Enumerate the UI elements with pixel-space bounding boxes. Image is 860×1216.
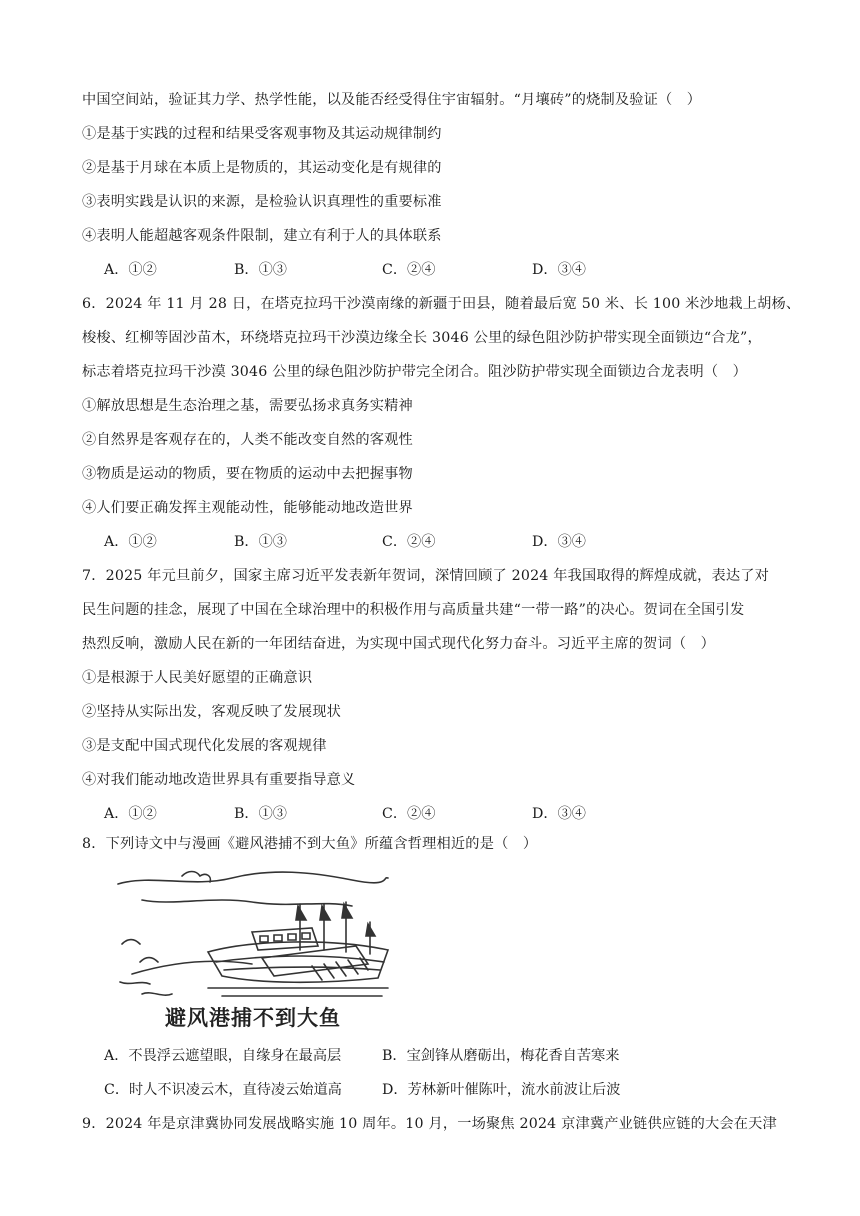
cartoon-caption: 避风港捕不到大鱼	[165, 1006, 341, 1030]
q6-option-c[interactable]: C．②④	[382, 534, 436, 550]
q5-item-1: ①是基于实践的过程和结果受客观事物及其运动规律制约	[82, 126, 442, 142]
q7-option-d[interactable]: D．③④	[532, 806, 586, 822]
q5-option-c[interactable]: C．②④	[382, 262, 436, 278]
q8-option-c[interactable]: C．时人不识凌云木，直待凌云始道高	[104, 1082, 342, 1098]
cartoon-harbor-boats	[112, 866, 394, 1034]
q6-item-2: ②自然界是客观存在的，人类不能改变自然的客观性	[82, 432, 413, 448]
q7-stem-line-3: 热烈反响，激励人民在新的一年团结奋进，为实现中国式现代化努力奋斗。习近平主席的贺词（ ）	[82, 636, 716, 652]
q7-item-2: ②坚持从实际出发，客观反映了发展现状	[82, 704, 341, 720]
q7-option-b[interactable]: B．①③	[234, 806, 287, 822]
q6-option-a[interactable]: A．①②	[104, 534, 157, 550]
q7-item-1: ①是根源于人民美好愿望的正确意识	[82, 670, 313, 686]
q6-stem-line-1: 6．2024 年 11 月 28 日，在塔克拉玛干沙漠南缘的新疆于田县，随着最后宽 50 米、长 100 米沙地栽上胡杨、	[82, 296, 801, 312]
q8-option-d[interactable]: D．芳林新叶催陈叶，流水前波让后波	[382, 1082, 621, 1098]
q7-stem-line-2: 民生问题的挂念，展现了中国在全球治理中的积极作用与高质量共建“一带一路”的决心。贺词在全国引发	[82, 602, 745, 618]
q8-option-a[interactable]: A．不畏浮云遮望眼，自缘身在最高层	[104, 1048, 342, 1064]
q6-option-b[interactable]: B．①③	[234, 534, 287, 550]
q5-item-3: ③表明实践是认识的来源，是检验认识真理性的重要标准	[82, 194, 442, 210]
q5-item-4: ④表明人能超越客观条件限制，建立有利于人的具体联系	[82, 228, 442, 244]
q7-option-a[interactable]: A．①②	[104, 806, 157, 822]
q6-stem-line-2: 梭梭、红柳等固沙苗木，环绕塔克拉玛干沙漠边缘全长 3046 公里的绿色阻沙防护带实现全面锁边“合龙”，	[82, 330, 762, 346]
q6-item-1: ①解放思想是生态治理之基，需要弘扬求真务实精神	[82, 398, 413, 414]
q5-option-d[interactable]: D．③④	[532, 262, 586, 278]
q5-option-b[interactable]: B．①③	[234, 262, 287, 278]
q9-stem: 9．2024 年是京津冀协同发展战略实施 10 周年。10 月，一场聚焦 2024 京津冀产业链供应链的大会在天津	[82, 1116, 777, 1132]
q5-stem: 中国空间站，验证其力学、热学性能，以及能否经受得住宇宙辐射。“月壤砖”的烧制及验证（ ）	[82, 92, 702, 108]
q6-stem-line-3: 标志着塔克拉玛干沙漠 3046 公里的绿色阻沙防护带完全闭合。阻沙防护带实现全面锁边合龙表明（ ）	[82, 364, 747, 380]
q7-option-c[interactable]: C．②④	[382, 806, 436, 822]
q5-option-a[interactable]: A．①②	[104, 262, 157, 278]
q8-option-b[interactable]: B．宝剑锋从磨砺出，梅花香自苦寒来	[382, 1048, 620, 1064]
q6-item-3: ③物质是运动的物质，要在物质的运动中去把握事物	[82, 466, 413, 482]
q6-item-4: ④人们要正确发挥主观能动性，能够能动地改造世界	[82, 500, 413, 516]
q7-item-3: ③是支配中国式现代化发展的客观规律	[82, 738, 327, 754]
q5-item-2: ②是基于月球在本质上是物质的，其运动变化是有规律的	[82, 160, 442, 176]
q7-stem-line-1: 7．2025 年元旦前夕，国家主席习近平发表新年贺词，深情回顾了 2024 年我国取得的辉煌成就，表达了对	[82, 568, 770, 584]
q7-item-4: ④对我们能动地改造世界具有重要指导意义	[82, 772, 356, 788]
q6-option-d[interactable]: D．③④	[532, 534, 586, 550]
harbor-boats-illustration	[112, 866, 394, 1006]
q8-stem: 8．下列诗文中与漫画《避风港捕不到大鱼》所蕴含哲理相近的是（ ）	[82, 836, 538, 852]
